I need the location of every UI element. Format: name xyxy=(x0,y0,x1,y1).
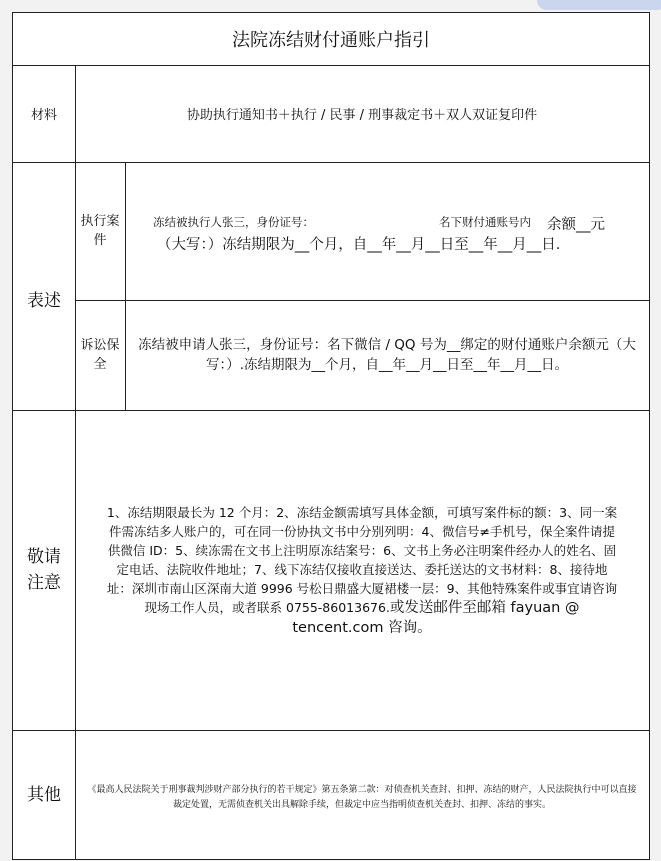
notes-contact: 或发送邮件至邮箱 fayuan @ tencent.com 咨询。 xyxy=(292,599,580,636)
execution-content xyxy=(127,214,649,256)
statement-section xyxy=(13,162,649,411)
notes-content xyxy=(75,410,649,730)
page-title: 法院冻结财付通账户指引 xyxy=(232,30,430,51)
materials-row xyxy=(13,65,649,163)
execution-label: 执行案件 xyxy=(80,214,120,248)
preservation-row xyxy=(75,300,649,410)
preservation-content: 冻结被申请人张三，身份证号：名下微信 / QQ 号为__绑定的财付通账户余额元（大写：）.冻结期限为__个月，自__年__月__日至__年__月__日。 xyxy=(138,337,636,373)
notes-text: 1、冻结期限最长为 12 个月：2、冻结金额需填写具体金额，可填写案件标的额：3、同一案件需冻结多人账户的，可在同一份协执文书中分别列明：4、微信号≠手机号，保全案件请提供微信 ID：5、续冻需在文书上注明原冻结案号：6、文书上务必注明案件经办人的姓名、固定电话、法院收件地址；7、线下冻结仅接收直接送达、委托送达的文书材料：8、接待地址：深圳市南山区深南大道 9996 号松日鼎盛大厦裙楼一层：9、其他特殊案件或事宜请咨询现场工作人员，或者联系 0755-86013676. xyxy=(106,504,618,615)
document-table xyxy=(12,12,650,860)
other-content: 《最高人民法院关于刑事裁判涉财产部分执行的若干规定》第五条第二款：对侦查机关查封、扣押、冻结的财产，人民法院执行中可以直接裁定处置，无需侦查机关出具解除手续，但裁定中应当指明侦查机关查封、扣押、冻结的事实。 xyxy=(87,784,637,810)
other-row xyxy=(13,730,649,859)
execution-account: 名下财付通账号内 xyxy=(439,215,531,229)
statement-label: 表述 xyxy=(27,291,61,311)
execution-period: （大写：）冻结期限为__个月，自__年__月__日至__年__月__日. xyxy=(157,237,561,253)
title-row xyxy=(13,13,649,66)
materials-content: 协助执行通知书＋执行 / 民事 / 刑事裁定书＋双人双证复印件 xyxy=(186,108,538,123)
notes-label: 敬请注意 xyxy=(27,547,61,593)
execution-row xyxy=(75,162,649,301)
notes-row xyxy=(13,410,649,731)
execution-intro: 冻结被执行人张三，身份证号： xyxy=(153,215,314,229)
other-label: 其他 xyxy=(27,784,61,805)
preservation-label: 诉讼保全 xyxy=(80,338,120,372)
execution-balance: 余额__元 xyxy=(547,217,605,233)
materials-label: 材料 xyxy=(30,108,57,123)
top-right-overlay xyxy=(537,0,661,10)
